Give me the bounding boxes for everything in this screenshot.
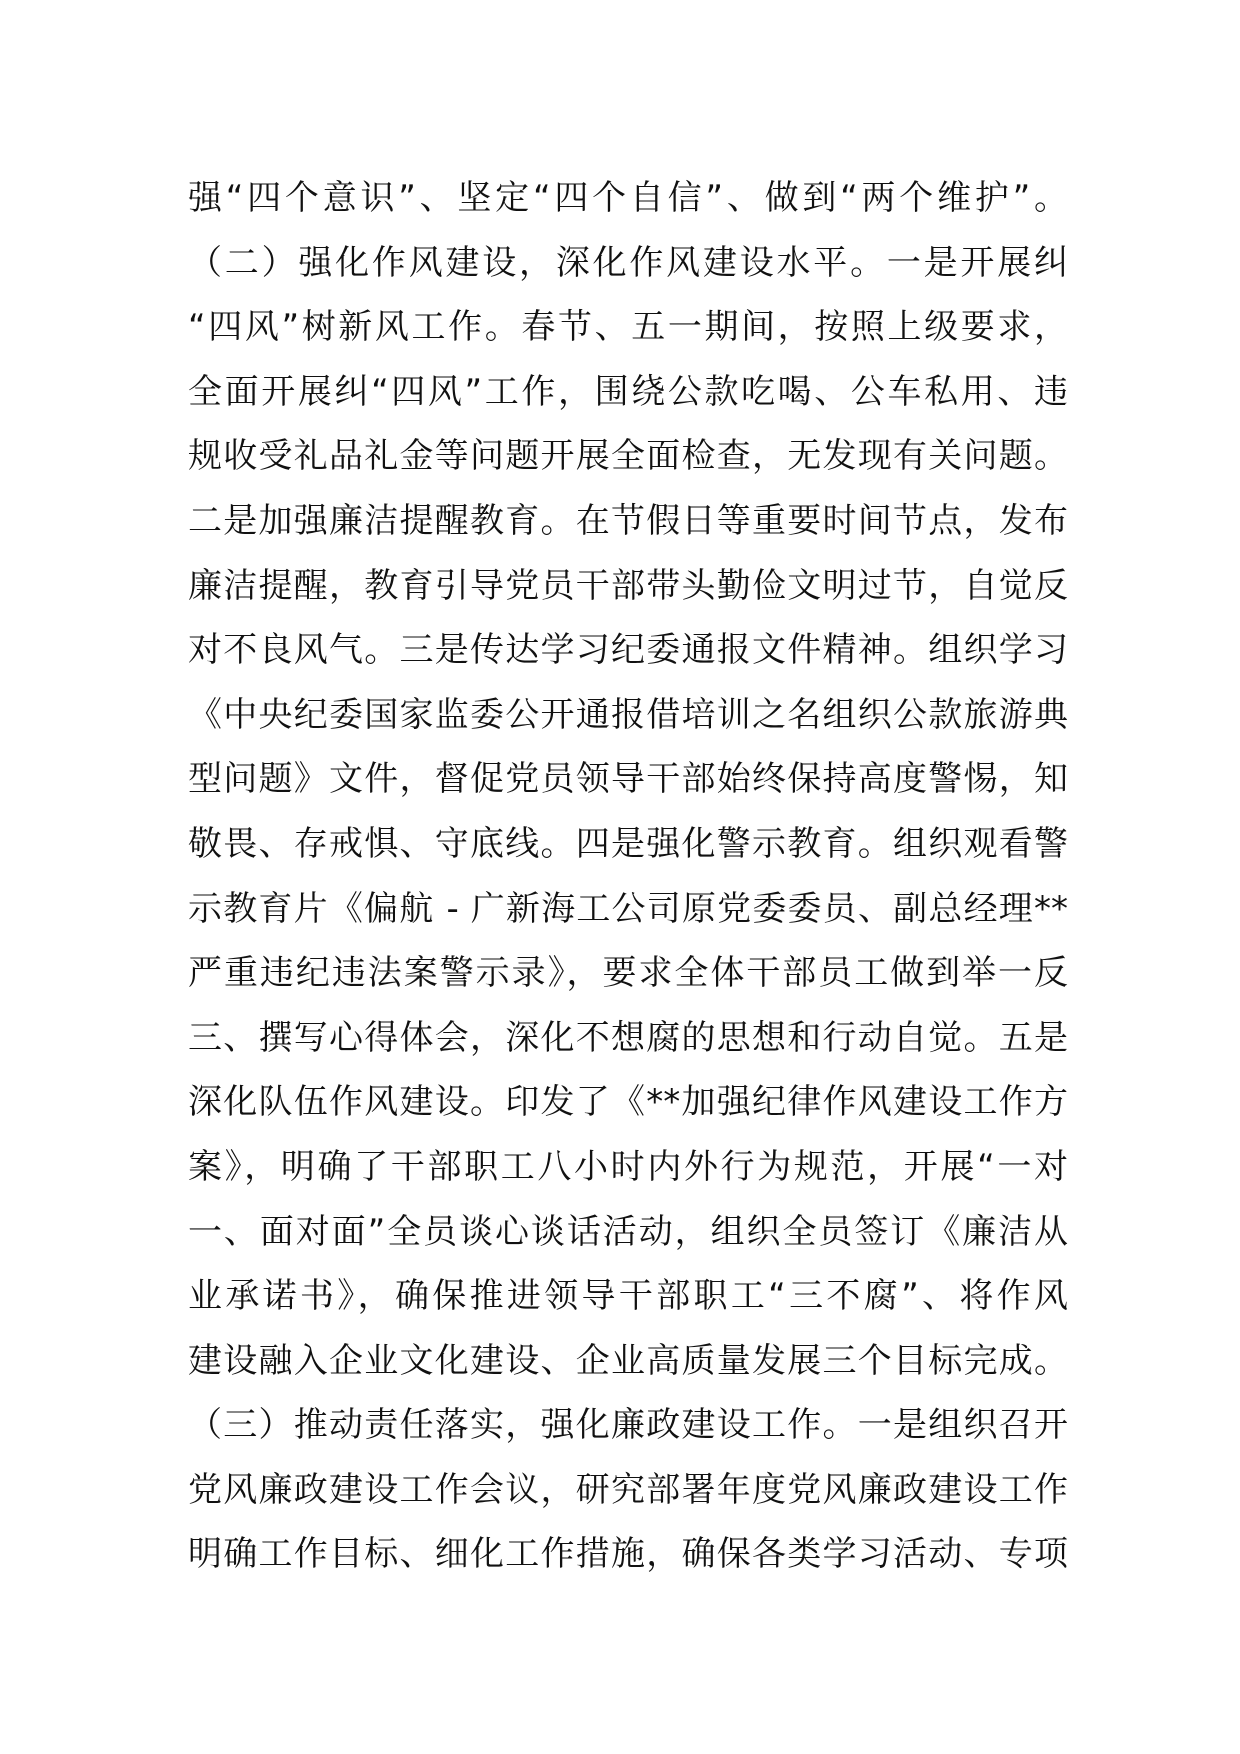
- text-line-11: 敬畏、存戒惧、守底线。四是强化警示教育。组织观看警: [188, 823, 1068, 864]
- text-line-12: 示教育片《偏航 - 广新海工公司原党委委员、副总经理**: [188, 888, 1068, 929]
- text-line-22: 明确工作目标、细化工作措施，确保各类学习活动、专项: [188, 1534, 1068, 1575]
- text-line-9: 《中央纪委国家监委公开通报借培训之名组织公款旅游典: [188, 694, 1068, 735]
- text-line-8: 对不良风气。三是传达学习纪委通报文件精神。组织学习: [188, 630, 1068, 671]
- text-line-19: 建设融入企业文化建设、企业高质量发展三个目标完成。: [188, 1340, 1068, 1381]
- text-line-18: 业承诺书》，确保推进领导干部职工“三不腐”、将作风: [188, 1276, 1068, 1317]
- text-line-4: 全面开展纠“四风”工作，围绕公款吃喝、公车私用、违: [188, 371, 1068, 412]
- text-line-15: 深化队伍作风建设。印发了《**加强纪律作风建设工作方: [188, 1082, 1068, 1123]
- text-line-3: “四风”树新风工作。春节、五一期间，按照上级要求，: [188, 307, 1068, 348]
- text-line-21: 党风廉政建设工作会议，研究部署年度党风廉政建设工作: [188, 1469, 1068, 1510]
- text-line-20: （三）推动责任落实，强化廉政建设工作。一是组织召开: [188, 1405, 1068, 1446]
- text-line-1: 强“四个意识”、坚定“四个自信”、做到“两个维护”。: [188, 178, 1068, 218]
- text-line-6: 二是加强廉洁提醒教育。在节假日等重要时间节点，发布: [188, 500, 1068, 541]
- text-line-14: 三、撰写心得体会，深化不想腐的思想和行动自觉。五是: [188, 1017, 1068, 1058]
- text-line-5: 规收受礼品礼金等问题开展全面检查，无发现有关问题。: [188, 436, 1068, 477]
- text-line-7: 廉洁提醒，教育引导党员干部带头勤俭文明过节，自觉反: [188, 565, 1068, 606]
- text-line-10: 型问题》文件，督促党员领导干部始终保持高度警惕，知: [188, 759, 1068, 800]
- text-line-13: 严重违纪违法案警示录》，要求全体干部员工做到举一反: [188, 953, 1068, 994]
- text-line-2: （二）强化作风建设，深化作风建设水平。一是开展纠: [188, 242, 1068, 283]
- body-text: [188, 166, 1068, 1587]
- text-line-16: 案》，明确了干部职工八小时内外行为规范，开展“一对: [188, 1146, 1068, 1187]
- text-line-17: 一、面对面”全员谈心谈话活动，组织全员签订《廉洁从: [188, 1211, 1068, 1252]
